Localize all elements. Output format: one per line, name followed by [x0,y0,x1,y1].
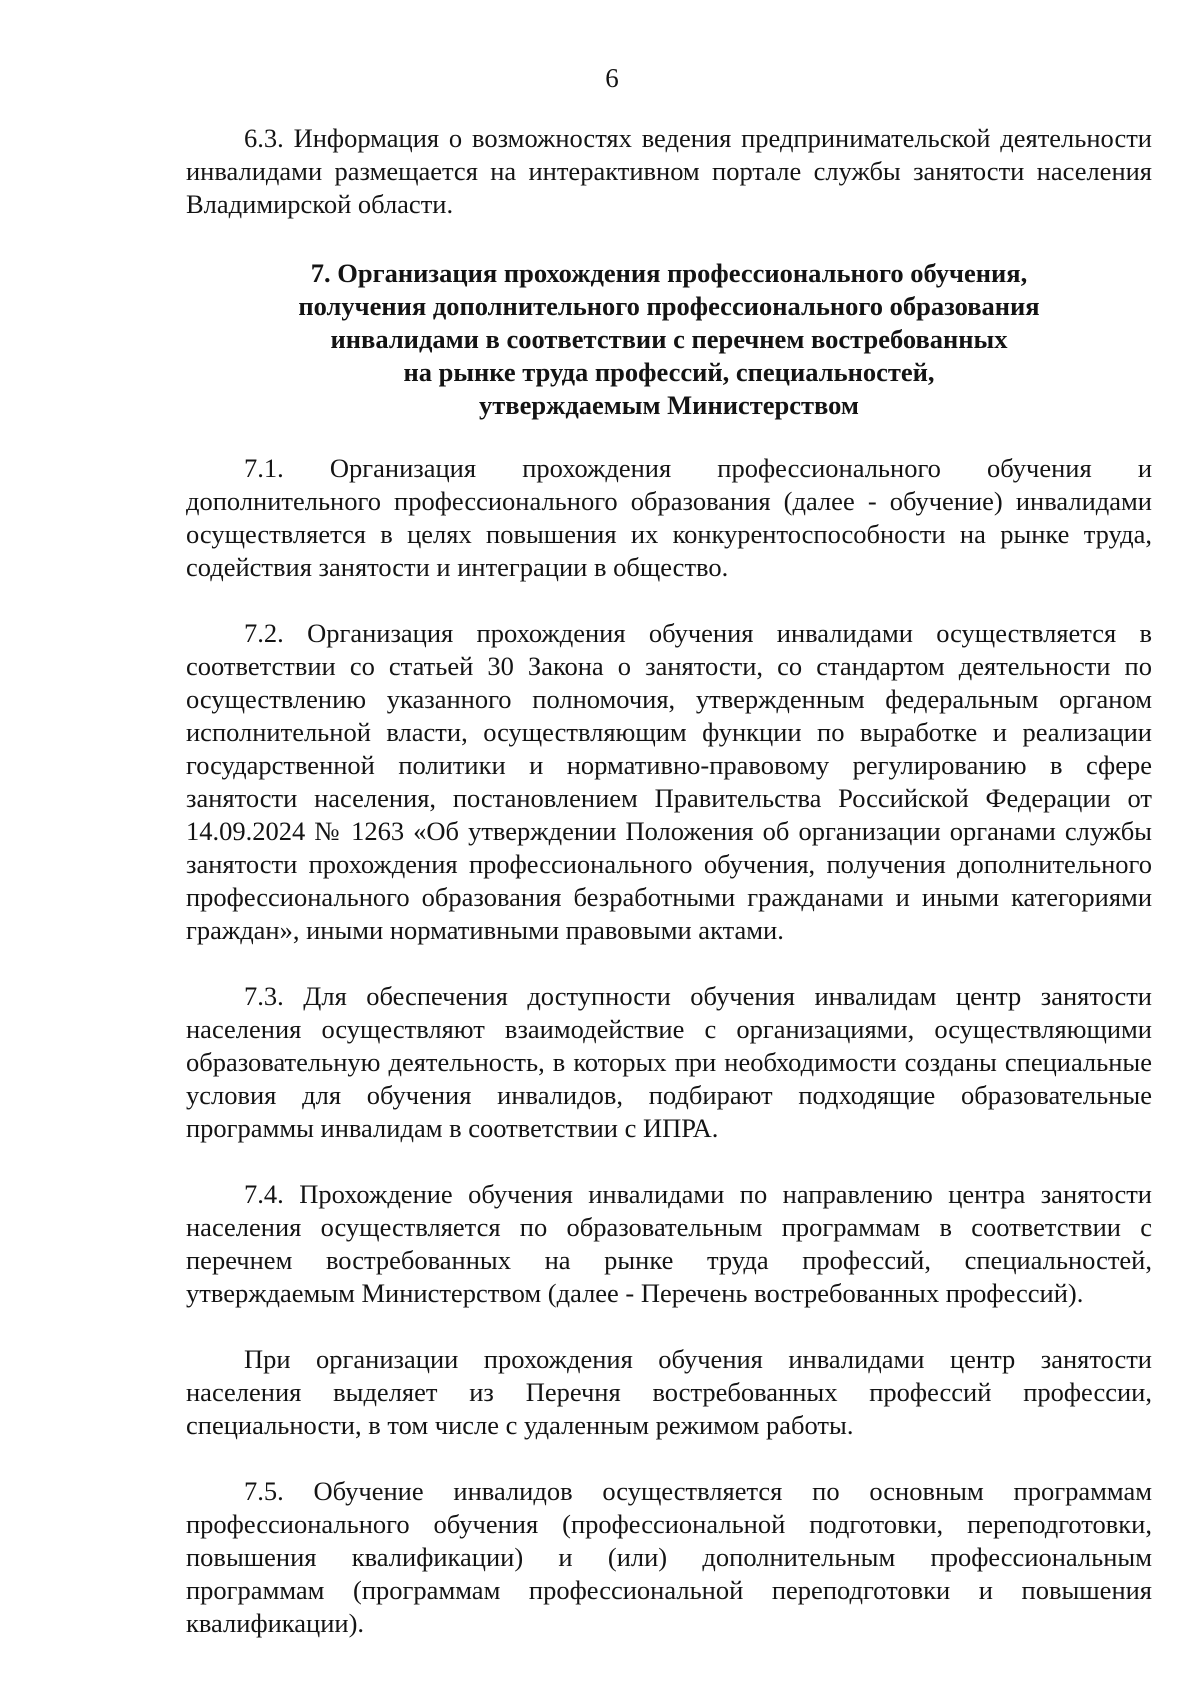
section-7-heading-line-4: на рынке труда профессий, специальностей, [403,357,935,387]
page-number: 6 [605,63,619,93]
paragraph-7-4: 7.4. Прохождение обучения инвалидами по направлению центра занятости населения осуществляется по образовательным программам в соответствии с перечнем востребованных на рынке труда профессий, специальностей, утверждаемым Министерством (далее - Перечень востребованных профессий). [186,1179,1152,1308]
paragraph-6-3: 6.3. Информация о возможностях ведения предпринимательской деятельности инвалидами размещается на интерактивном портале службы занятости населения Владимирской области. [186,123,1152,219]
paragraph-7-4-continued: При организации прохождения обучения инвалидами центр занятости населения выделяет из Перечня востребованных профессий профессии, специальности, в том числе с удаленным режимом работы. [186,1344,1152,1440]
paragraph-7-2: 7.2. Организация прохождения обучения инвалидами осуществляется в соответствии со статьей 30 Закона о занятости, со стандартом деятельности по осуществлению указанного полномочия, утвержденным федеральным органом исполнительной власти, осуществляющим функции по выработке и реализации государственной политики и нормативно-правовому регулированию в сфере занятости населения, постановлением Правительства Российской Федерации от 14.09.2024 № 1263 «Об утверждении Положения об организации органами службы занятости прохождения профессионального обучения, получения дополнительного профессионального образования безработными гражданами и иными категориями граждан», иными нормативными правовыми актами. [186,618,1152,945]
paragraph-7-3: 7.3. Для обеспечения доступности обучения инвалидам центр занятости населения осуществляют взаимодействие с организациями, осуществляющими образовательную деятельность, в которых при необходимости созданы специальные условия для обучения инвалидов, подбирают подходящие образовательные программы инвалидам в соответствии с ИПРА. [186,981,1152,1143]
document-body [186,122,1152,1640]
section-7-heading-line-1: 7. Организация прохождения профессионального обучения, [310,258,1028,288]
section-7-heading-line-5: утверждаемым Министерством [479,390,859,420]
section-7-heading-line-3: инвалидами в соответствии с перечнем востребованных [330,324,1008,354]
section-7-heading [186,257,1152,422]
paragraph-7-1: 7.1. Организация прохождения профессионального обучения и дополнительного профессионального образования (далее - обучение) инвалидами осуществляется в целях повышения их конкурентоспособности на рынке труда, содействия занятости и интеграции в общество. [186,453,1152,582]
section-7-heading-line-2: получения дополнительного профессионального образования [298,291,1040,321]
paragraph-7-5: 7.5. Обучение инвалидов осуществляется по основным программам профессионального обучения (профессиональной подготовки, переподготовки, повышения квалификации) и (или) дополнительным профессиональным программам (программам профессиональной переподготовки и повышения квалификации). [186,1476,1152,1638]
